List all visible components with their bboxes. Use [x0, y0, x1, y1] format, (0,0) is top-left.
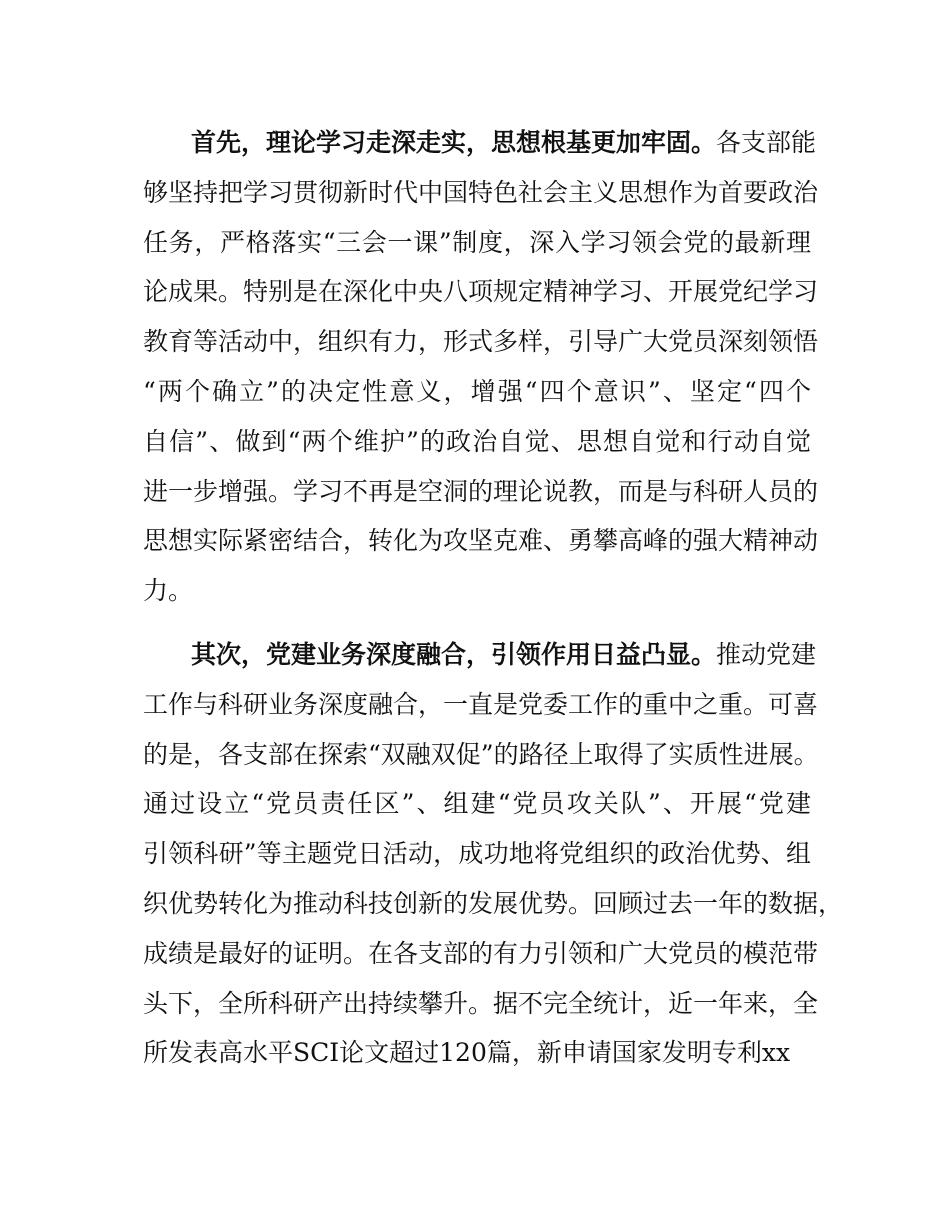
paragraph-text: 推动党建 — [716, 640, 817, 669]
paragraph-line: 教育等活动中，组织有力，形式多样，引导广大党员深刻领悟 — [143, 327, 819, 357]
paragraph-line: 够坚持把学习贯彻新时代中国特色社会主义思想作为首要政治 — [143, 177, 819, 207]
paragraph-theory-study — [143, 118, 819, 616]
paragraph-line: 力。 — [143, 576, 194, 606]
paragraph-line: 的是，各支部在探索“双融双促”的路径上取得了实质性进展。 — [143, 739, 819, 769]
paragraph-lead-heading: 其次，党建业务深度融合，引领作用日益凸显。 — [191, 640, 717, 669]
paragraph-party-building-integration — [143, 630, 844, 1078]
paragraph-line: 通过设立“党员责任区”、组建“党员攻关队”、开展“党建 — [143, 789, 811, 819]
paragraph-line: 引领科研”等主题党日活动，成功地将党组织的政治优势、组 — [143, 839, 811, 869]
paragraph-line: 织优势转化为推动科技创新的发展优势。回顾过去一年的数据， — [143, 888, 844, 918]
paragraph-lead-heading: 首先，理论学习走深走实，思想根基更加牢固。 — [191, 128, 717, 157]
paragraph-line: 工作与科研业务深度融合，一直是党委工作的重中之重。可喜 — [143, 689, 819, 719]
paragraph-line: 所发表高水平SCI论文超过120篇，新申请国家发明专利xx — [143, 1038, 791, 1068]
paragraph-line — [143, 118, 817, 168]
paragraph-line: 进一步增强。学习不再是空洞的理论说教，而是与科研人员的 — [143, 476, 819, 506]
paragraph-line: 成绩是最好的证明。在各支部的有力引领和广大党员的模范带 — [143, 938, 819, 968]
paragraph-line: 思想实际紧密结合，转化为攻坚克难、勇攀高峰的强大精神动 — [143, 526, 819, 556]
paragraph-line: 头下，全所科研产出持续攀升。据不完全统计，近一年来，全 — [143, 988, 819, 1018]
paragraph-line: 论成果。特别是在深化中央八项规定精神学习、开展党纪学习 — [143, 277, 819, 307]
paragraph-line — [143, 630, 817, 680]
paragraph-line: 任务，严格落实“三会一课”制度，深入学习领会党的最新理 — [143, 227, 811, 257]
paragraph-text: 各支部能 — [716, 128, 817, 157]
paragraph-line: 自信”、做到“两个维护”的政治自觉、思想自觉和行动自觉 — [143, 426, 811, 456]
paragraph-line: “两个确立”的决定性意义，增强“四个意识”、坚定“四个 — [143, 376, 811, 406]
